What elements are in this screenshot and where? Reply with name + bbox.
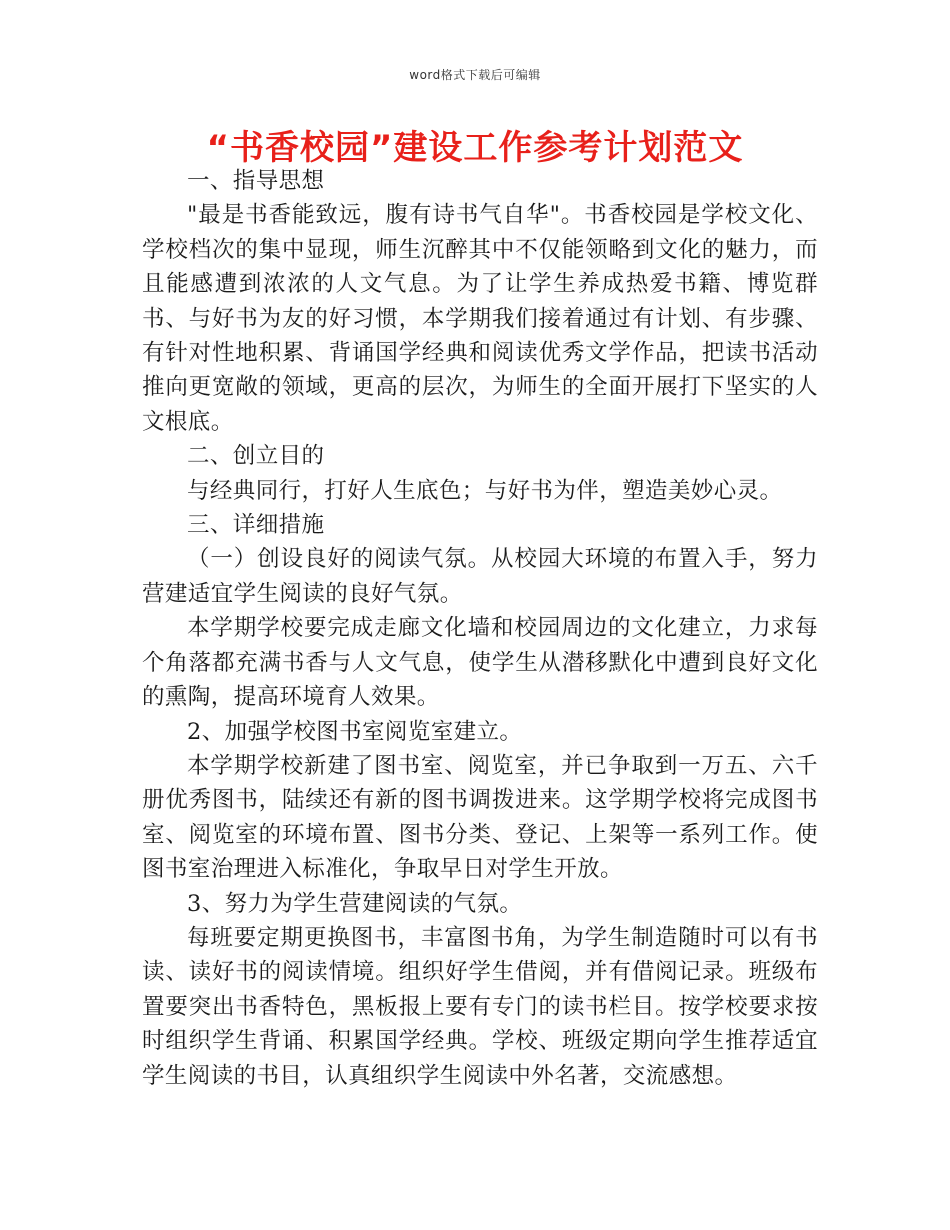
paragraph-guiding-thought: "最是书香能致远，腹有诗书气自华"。书香校园是学校文化、学校档次的集中显现，师生沉醉其中不仅能领略到文化的魅力，而且能感遭到浓浓的人文气息。为了让学生养成热爱书籍、博览群书、与好书为友的好习惯，本学期我们接着通过有计划、有步骤、有针对性地积累、背诵国学经典和阅读优秀文学作品，把读书活动推向更宽敞的领域，更高的层次，为师生的全面开展打下坚实的人文根底。	[142, 202, 818, 435]
paragraph-measure-1-detail: 本学期学校要完成走廊文化墙和校园周边的文化建立，力求每个角落都充满书香与人文气息，使学生从潜移默化中遭到良好文化的熏陶，提高环境育人效果。	[142, 615, 818, 711]
subheading-measure-2: 2、加强学校图书室阅览室建立。	[187, 718, 523, 745]
document-title: “书香校园”建设工作参考计划范文	[206, 128, 744, 168]
paragraph-goal: 与经典同行，打好人生底色；与好书为伴，塑造美妙心灵。	[187, 477, 783, 504]
header-note: word格式下载后可编辑	[409, 68, 541, 82]
document-body	[142, 164, 818, 1093]
paragraph-measure-1: （一）创设良好的阅读气氛。从校园大环境的布置入手，努力营建适宜学生阅读的良好气氛。	[142, 546, 818, 607]
paragraph-measure-3-detail: 每班要定期更换图书，丰富图书角，为学生制造随时可以有书读、读好书的阅读情境。组织好学生借阅，并有借阅记录。班级布置要突出书香特色，黑板报上要有专门的读书栏目。按学校要求按时组织学生背诵、积累国学经典。学校、班级定期向学生推荐适宜学生阅读的书目，认真组织学生阅读中外名著，交流感想。	[142, 924, 818, 1089]
subheading-measure-3: 3、努力为学生营建阅读的气氛。	[187, 890, 523, 917]
section-heading-guiding-thought: 一、指导思想	[187, 168, 325, 194]
section-heading-goal: 二、创立目的	[187, 443, 325, 470]
paragraph-measure-2-detail: 本学期学校新建了图书室、阅览室，并已争取到一万五、六千册优秀图书，陆续还有新的图书调拨进来。这学期学校将完成图书室、阅览室的环境布置、图书分类、登记、上架等一系列工作。使图书室治理进入标准化，争取早日对学生开放。	[142, 752, 818, 883]
section-heading-measures: 三、详细措施	[187, 512, 325, 539]
